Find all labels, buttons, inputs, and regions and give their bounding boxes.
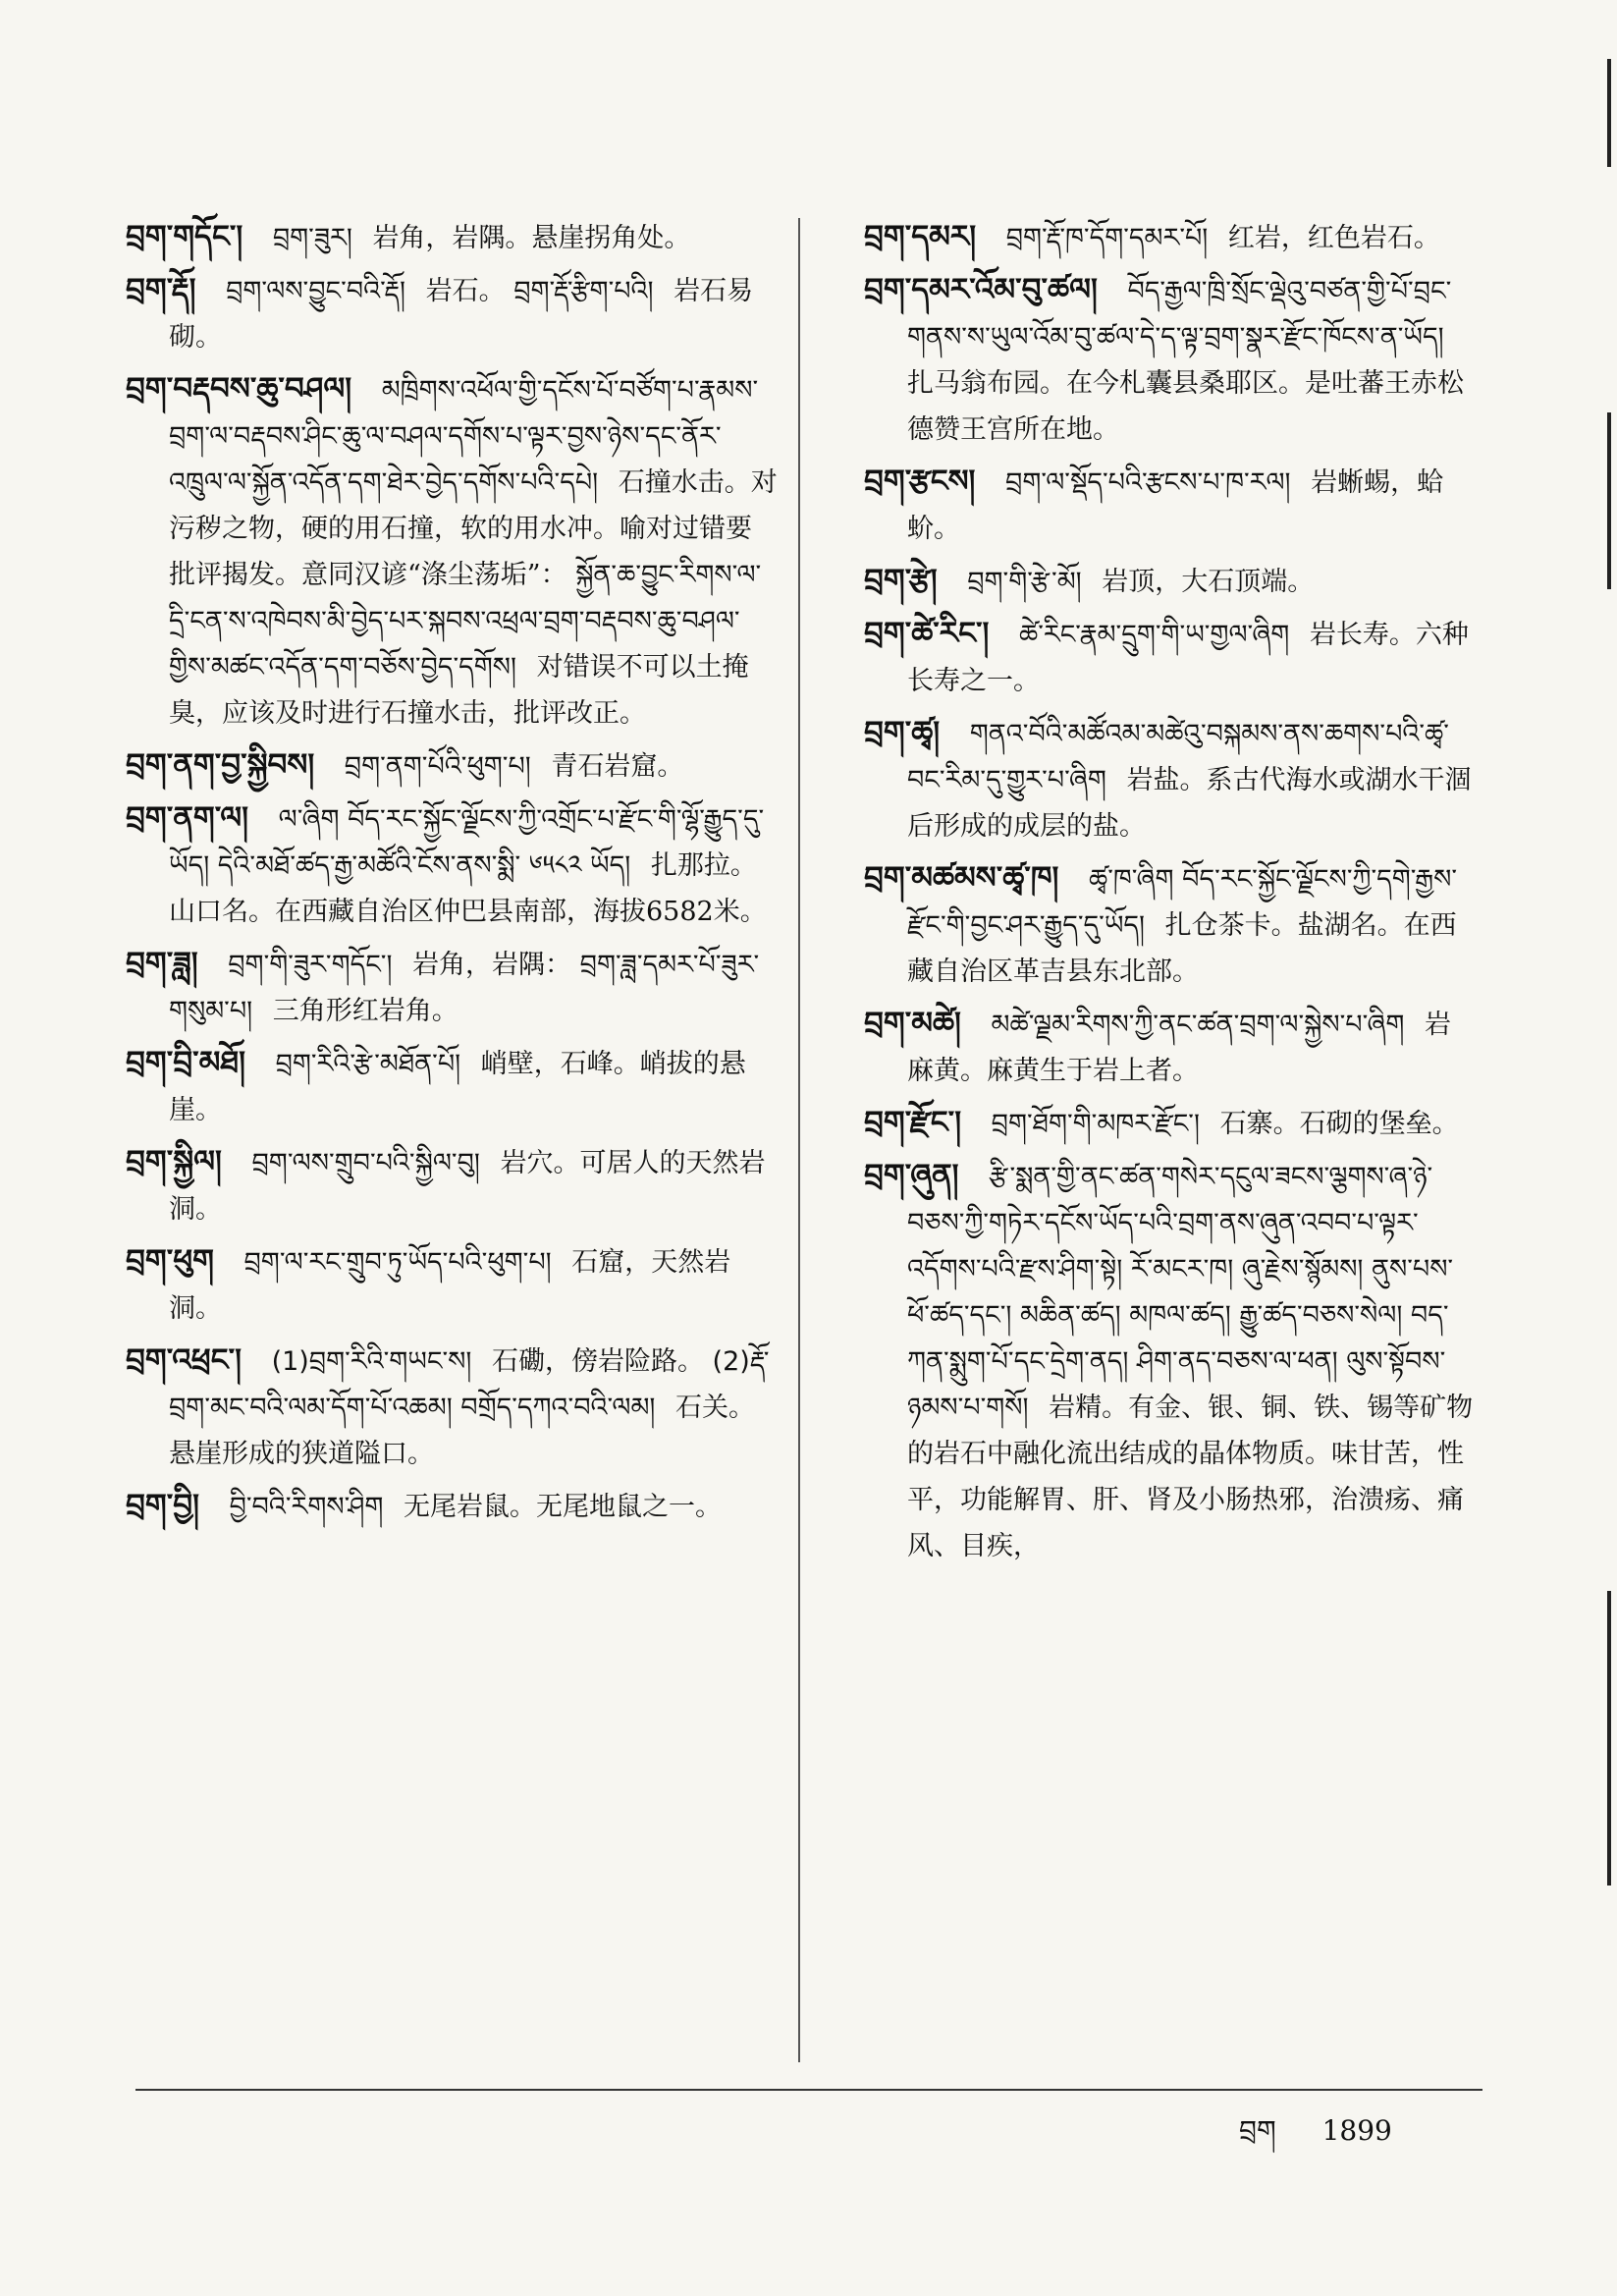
dictionary-entry [126,941,778,1034]
entry-headword: བྲག་ཚེ་རིང་། [864,616,990,651]
entry-chinese-example: 石关。悬崖形成的狭道隘口。 [169,1393,756,1469]
column-divider [798,218,800,2062]
entry-chinese-definition: 石窟，天然岩洞。 [169,1247,731,1324]
dictionary-entry [864,459,1475,552]
entry-chinese-definition: 岩长寿。六种长寿之一。 [907,620,1469,696]
entry-tibetan-definition: བྲག་ལ་རང་གྲུབ་ཏུ་ཡོད་པའི་ཕུག་པ། [243,1247,552,1278]
scan-edge-mark [1607,59,1611,167]
entry-headword: བྲག་རྩེ། [864,563,938,598]
entry-tibetan-definition: ལ་ཞིག བོད་རང་སྐྱོང་ལྗོངས་ཀྱི་འགྲོང་པ་རྫོང་གི་ལྷོ་རྒྱུད་དུ་ཡོད། དེའི་མཐོ་ཚད་རྒྱ་མཚོའི་ངོས་ནས་སྨི་ ༦༥༨༢ ཡོད། [169,804,765,881]
scan-edge-mark [1607,412,1611,589]
entry-chinese-example: 岩石易砌。 [169,276,754,353]
entry-chinese-example: 三角形红岩角。 [272,996,458,1026]
entry-tibetan-example: བྲག་རྡོ་རྩིག་པའི། [513,276,654,306]
entry-tibetan-definition: གནའ་བོའི་མཚོའམ་མཚེའུ་བསྐམས་ནས་ཆགས་པའི་ཚྭ་བང་རིམ་དུ་གྱུར་པ་ཞིག [907,719,1449,795]
entry-chinese-definition: 岩盐。系古代海水或湖水干涸后形成的成层的盐。 [907,765,1472,842]
dictionary-entry [864,855,1475,995]
dictionary-entry [126,742,778,790]
entry-chinese-definition: 石撞水击。对污秽之物，硬的用石撞，软的用水冲。喻对过错要批评揭发。意同汉谚“涤尘荡垢”： [169,467,778,590]
entry-chinese-definition: 扎马翁布园。在今札囊县桑耶区。是吐蕃王赤松德赞王宫所在地。 [907,368,1464,445]
entry-headword: བྲག་རྫོང་། [864,1105,962,1140]
dictionary-entry [126,267,778,360]
dictionary-entry [864,558,1475,605]
entry-tibetan-definition: བྲག་ལ་སྡོད་པའི་རྩངས་པ་ཁ་རལ། [1005,467,1291,498]
dictionary-entry [126,214,778,261]
footer-rule [135,2089,1482,2091]
entry-headword: བྲག་ཕུག [126,1243,214,1279]
dictionary-entry [864,1153,1475,1569]
entry-chinese-definition: 无尾岩鼠。无尾地鼠之一。 [404,1492,723,1522]
right-column [864,214,1475,1575]
entry-chinese-definition: 岩顶，大石顶端。 [1102,567,1315,597]
entry-chinese-definition: 岩穴。可居人的天然岩洞。 [169,1148,766,1225]
dictionary-entry [126,1040,778,1133]
entry-tibetan-definition: བྲག་གི་རྩེ་མོ། [967,567,1082,597]
entry-headword: བྲག་རྩངས། [864,464,976,499]
scan-edge-mark [1607,1591,1611,1886]
entry-headword: བྲག་དམར་འོམ་བུ་ཚལ། [864,272,1098,307]
dictionary-entry [126,1238,778,1332]
dictionary-entry [864,710,1475,849]
dictionary-entry [864,1001,1475,1094]
entry-tibetan-definition: མཚེ་ལྗམ་རིགས་ཀྱི་ནང་ཚན་བྲག་ལ་སྐྱེས་པ་ཞིག [991,1010,1405,1040]
entry-tibetan-example: སྐྱོན་ཆ་བྱུང་རིགས་ལ་དྲི་ངན་ས་འཁེབས་མི་བྱེད་པར་སྐབས་འཕྲལ་བྲག་བརྡབས་ཆུ་བཤལ་གྱིས་མཚང་འདོན་དག་བཅོས་བྱེད་དགོས། [169,560,762,683]
dictionary-entry [126,1483,778,1530]
entry-chinese-definition: 扎仓茶卡。盐湖名。在西藏自治区革吉县东北部。 [907,910,1457,987]
entry-tibetan-definition: བོད་རྒྱལ་ཁྲི་སྲོང་ལྡེའུ་བཙན་གྱི་པོ་བྲང་གནས་ས་ཡུལ་འོམ་བུ་ཚལ་དེ་ད་ལྟ་བྲག་སྣར་རྫོང་ཁོངས་ན་ཡོད། [907,276,1452,353]
dictionary-entry [126,795,778,935]
entry-tibetan-definition: བྱི་བའི་རིགས་ཤིག [229,1492,384,1522]
running-head: བྲག [1239,2114,1276,2147]
entry-chinese-definition: 青石岩窟。 [551,751,684,782]
entry-headword: བྲག་ཞུན། [864,1158,959,1193]
entry-chinese-definition: 石寨。石砌的堡垒。 [1219,1109,1459,1139]
page-footer [1239,2100,1392,2177]
entry-tibetan-definition: བྲག་གི་ཟུར་གདོང་། [228,950,393,980]
entry-tibetan-example: བྲག་ཟླ་དམར་པོ་ཟུར་གསུམ་པ། [169,950,760,1026]
entry-tibetan-definition: མཁྲིགས་འཕོལ་གྱི་དངོས་པོ་བཙོག་པ་རྣམས་བྲག་ལ་བརྡབས་ཤིང་ཆུ་ལ་བཤལ་དགོས་པ་ལྟར་བྱས་ཉེས་དང་ནོར་འཁྲུལ་ལ་སྐྱོན་འདོན་དག་ཐེར་བྱེད་དགོས་པའི་དཔེ། [169,375,759,498]
entry-headword: བྲག་རྡོ། [126,272,196,307]
entry-headword: བྲག་སྐྱིལ། [126,1144,222,1179]
entry-headword: བྲག་ཟླ། [126,946,198,981]
entry-chinese-definition: 石磡，傍岩险路。 [491,1346,704,1377]
dictionary-entry [864,214,1475,261]
entry-tibetan-definition: བྲག་ཐོག་གི་མཁར་རྫོང་། [991,1109,1200,1139]
dictionary-entry [864,267,1475,453]
entry-chinese-example: 对错误不可以土掩臭，应该及时进行石撞水击，批评改正。 [169,652,749,729]
entry-chinese-definition: 岩蜥蜴，蛤蚧。 [907,467,1444,544]
entry-tibetan-definition: བྲག་རྡོ་ཁ་དོག་དམར་པོ། [1005,223,1209,253]
dictionary-entry [126,1139,778,1232]
left-column [126,214,778,1536]
entry-headword: བྲག་མཚམས་ཚྭ་ཁ། [864,860,1059,896]
entry-chinese-definition: 岩麻黄。麻黄生于岩上者。 [907,1010,1451,1086]
entry-chinese-definition: 岩精。有金、银、铜、铁、锡等矿物的岩石中融化流出结成的晶体物质。味甘苦，性平，功能解胃、肝、肾及小肠热邪，治溃疡、痛风、目疾， [907,1393,1474,1561]
entry-tibetan-definition: བྲག་རིའི་རྩེ་མཐོན་པོ། [275,1049,461,1079]
entry-tibetan-definition: ཚྭ་ཁ་ཞིག བོད་རང་སྐྱོང་ལྗོངས་ཀྱི་དགེ་རྒྱས་རྫོང་གི་བྱང་ཤར་རྒྱུད་དུ་ཡོད། [907,864,1458,941]
dictionary-entry [126,366,778,737]
entry-headword: བྲག་ནག་བྱ་སྐྱིབས། [126,747,315,783]
entry-chinese-definition: 扎那拉。山口名。在西藏自治区仲巴县南部，海拔6582米。 [169,850,767,927]
entry-tibetan-definition: བྲག་ནག་པོའི་ཕུག་པ། [344,751,531,782]
entry-headword: བྲག་བྱི། [126,1488,199,1523]
entry-chinese-definition: 岩角，岩隅： [412,950,572,980]
entry-tibetan-definition: བྲག་ཟུར། [272,223,352,253]
entry-tibetan-definition: (1)བྲག་རིའི་གཡང་ས། [271,1346,472,1377]
entry-headword: བྲག་གདོང་། [126,219,243,254]
entry-chinese-definition: 岩角，岩隅。悬崖拐角处。 [372,223,691,253]
entry-tibetan-definition: བྲག་ལས་གྲུབ་པའི་སྐྱིལ་བུ། [251,1148,480,1178]
entry-chinese-definition: 峭壁，石峰。峭拔的悬崖。 [169,1049,746,1125]
entry-chinese-definition: 红岩，红色岩石。 [1227,223,1440,253]
entry-headword: བྲག་ནག་ལ། [126,800,249,836]
dictionary-entry [126,1338,778,1477]
entry-headword: བྲག་ཚྭ། [864,715,941,750]
entry-headword: བྲག་དམར། [864,219,977,254]
entry-tibetan-definition: ཚེ་རིང་རྣམ་དྲུག་གི་ཡ་གྱལ་ཞིག [1018,620,1290,650]
entry-headword: བྲག་མཚེ། [864,1006,961,1041]
entry-tibetan-example: (2)རྡོ་བྲག་མང་བའི་ལམ་དོག་པོ་འཆམ། བགྲོད་དཀའ་བའི་ལམ། [169,1346,770,1423]
dictionary-entry [864,611,1475,704]
page-number: 1899 [1321,2114,1392,2147]
entry-chinese-definition: 岩石。 [425,276,506,306]
dictionary-entry [864,1100,1475,1147]
entry-tibetan-definition: བྲག་ལས་བྱུང་བའི་རྡོ། [226,276,414,306]
entry-headword: བྲག་འཕྲང་། [126,1342,242,1378]
entry-tibetan-definition: རྩི་སྨན་གྱི་ནང་ཚན་གསེར་དངུལ་ཟངས་ལྕགས་ཞ་ཉེ་བཅས་ཀྱི་གཏེར་དངོས་ཡོད་པའི་བྲག་ནས་ཞུན་འབབ་པ་ལྟར་འདོགས་པའི་རྫས་ཤིག་སྟེ། རོ་མངར་ཁ། ཞུ་རྗེས་སྙོམས། ནུས་པས་ཕོ་ཚད་དང་། མཆིན་ཚད། མཁལ་ཚད། རྒྱུ་ཚད་བཅས་སེལ། བད་ཀན་སྨུག་པོ་དང་དྲེག་ནད། ཤིག་ནད་བཅས་ལ་ཕན། ལུས་སྟོབས་ཉམས་པ་གསོ། [907,1162,1454,1423]
entry-headword: བྲག་བྲི་མཐོ། [126,1045,245,1080]
entry-headword: བྲག་བརྡབས་ཆུ་བཤལ། [126,371,352,407]
